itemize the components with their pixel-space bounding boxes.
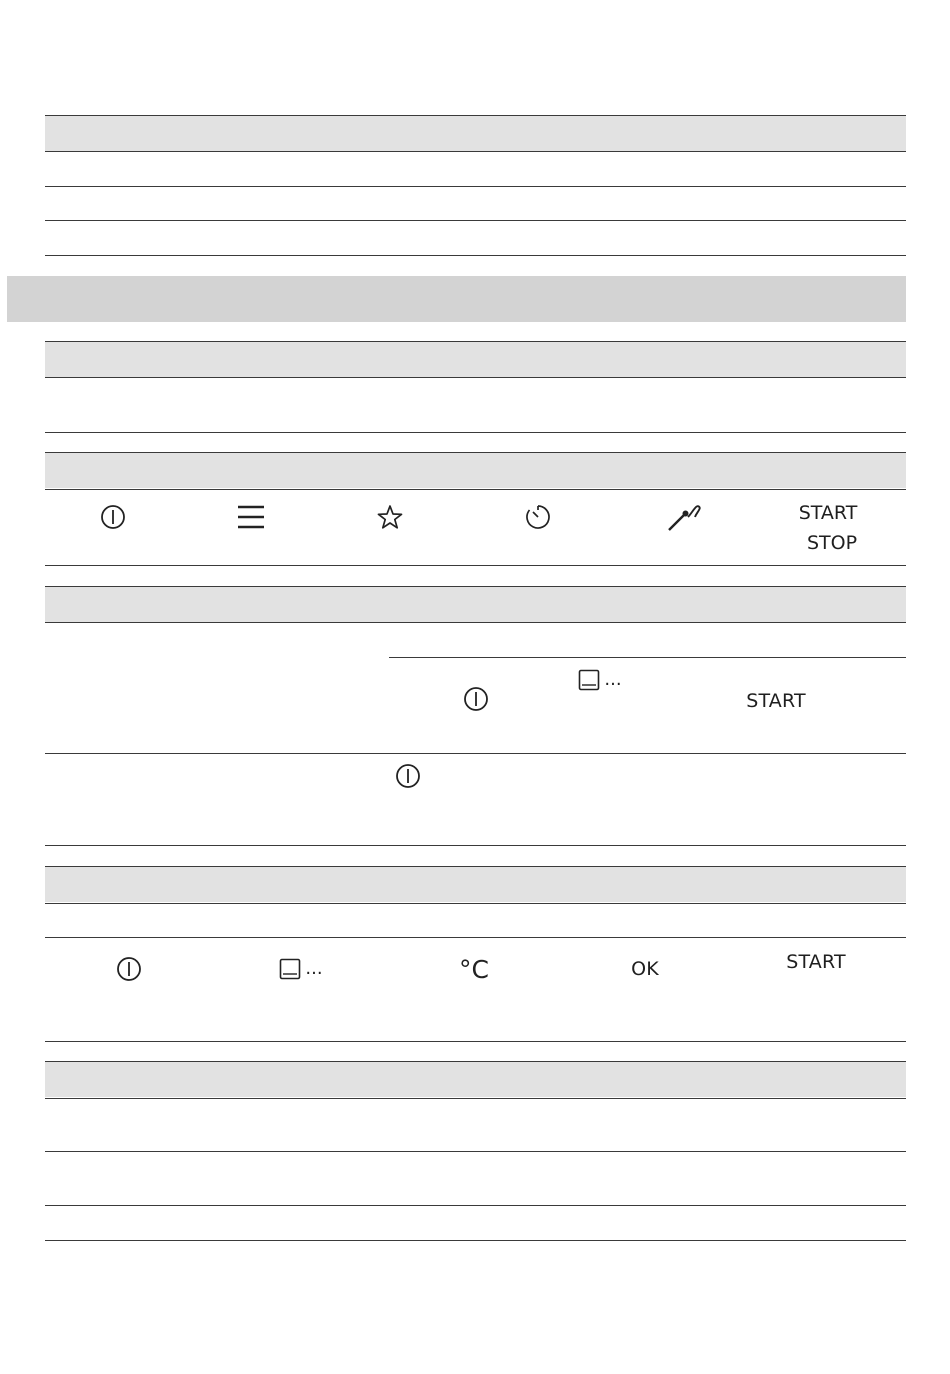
table-header-band: [45, 342, 906, 377]
divider: [45, 377, 906, 378]
divider: [45, 753, 906, 754]
power-icon: [462, 685, 490, 713]
probe-icon: [667, 501, 703, 533]
divider: [45, 1098, 906, 1099]
divider: [45, 452, 906, 453]
section-header-band: [7, 276, 906, 322]
start-stop-label: [780, 498, 876, 558]
divider: [45, 151, 906, 152]
star-icon: [376, 503, 404, 531]
start-label: START: [786, 950, 846, 973]
divider: [45, 1061, 906, 1062]
divider: [45, 903, 906, 904]
start-label: START: [746, 689, 806, 712]
ellipsis: ...: [305, 958, 323, 979]
divider: [45, 565, 906, 566]
divider: [45, 1151, 906, 1152]
divider: [45, 866, 906, 867]
oven-icon: [573, 668, 627, 692]
divider: [45, 1240, 906, 1241]
table-header-band: [45, 1062, 906, 1097]
divider: [45, 341, 906, 342]
power-icon: [99, 503, 127, 531]
power-icon: [394, 762, 422, 790]
menu-icon: [236, 503, 266, 531]
temperature-icon: [456, 954, 492, 984]
divider: [45, 937, 906, 938]
divider: [45, 622, 906, 623]
temperature-label: °C: [459, 954, 489, 984]
oven-icon: [274, 957, 328, 981]
timer-icon: [524, 503, 552, 531]
ellipsis: ...: [604, 669, 622, 690]
table-header-band: [45, 867, 906, 902]
start-label: START: [798, 502, 858, 524]
ok-label: OK: [631, 957, 659, 980]
divider: [45, 1041, 906, 1042]
power-icon: [115, 955, 143, 983]
table-header-band: [45, 116, 906, 151]
table-header-band: [45, 453, 906, 488]
divider: [45, 432, 906, 433]
divider: [45, 1205, 906, 1206]
divider: [45, 115, 906, 116]
divider: [45, 586, 906, 587]
table-header-band: [45, 587, 906, 622]
divider: [45, 186, 906, 187]
divider: [45, 220, 906, 221]
divider: [45, 255, 906, 256]
divider: [389, 657, 906, 658]
stop-label: STOP: [806, 532, 858, 554]
divider: [45, 489, 906, 490]
divider: [45, 845, 906, 846]
